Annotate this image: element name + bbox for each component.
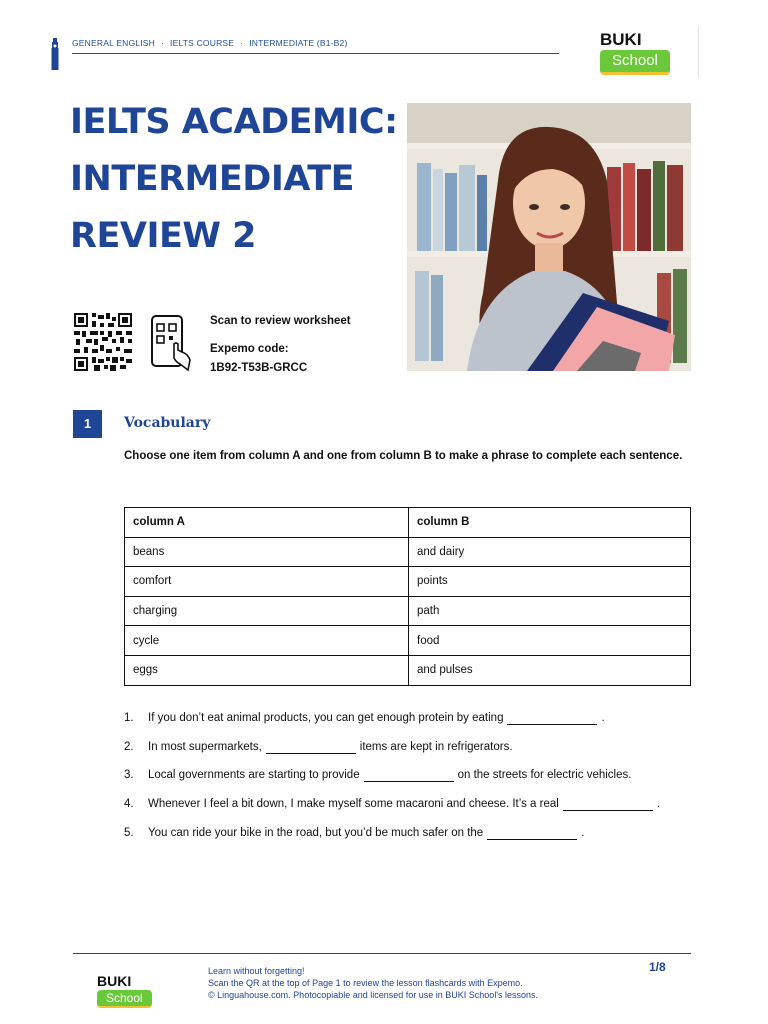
answer-blank[interactable] <box>487 827 577 840</box>
qr-code-icon <box>73 313 133 371</box>
logo-word-buki: BUKI <box>600 30 642 49</box>
sentence-number: 2. <box>124 740 134 753</box>
table-row <box>125 537 691 567</box>
column-header: column B <box>409 508 691 538</box>
logo-word-buki: BUKI <box>97 973 132 989</box>
table-row <box>125 626 691 656</box>
sentence-text-before: Local governments are starting to provide <box>148 769 360 782</box>
list-item <box>124 769 704 798</box>
sentence-number: 4. <box>124 798 134 811</box>
sentence-text-before: You can ride your bike in the road, but you’d be much safer on the <box>148 826 484 839</box>
title-line: INTERMEDIATE <box>70 159 355 199</box>
footer-text <box>208 965 538 1001</box>
sentence-text-after: items are kept in refrigerators. <box>359 740 513 753</box>
table-row <box>125 567 691 597</box>
expemo-code: 1B92-T53B-GRCC <box>210 362 308 374</box>
answer-blank[interactable] <box>364 769 454 782</box>
answer-blank[interactable] <box>563 798 653 811</box>
phone-scan-icon <box>150 314 192 372</box>
header-bar <box>50 34 560 56</box>
page-number: 1/8 <box>649 960 666 974</box>
exercise-sentences <box>124 712 704 855</box>
list-item <box>124 712 704 741</box>
table-header-row <box>125 508 691 538</box>
sentence-number: 5. <box>124 826 134 839</box>
sentence-text-after: . <box>601 712 605 724</box>
table-cell: comfort <box>125 567 409 597</box>
column-header: column A <box>125 508 409 538</box>
buki-school-logo <box>600 30 684 76</box>
footer-instruction: Scan the QR at the top of Page 1 to review the lesson flashcards with Expemo. <box>208 978 523 988</box>
header-divider <box>72 53 559 54</box>
footer-logo <box>97 973 167 1011</box>
table-cell: and dairy <box>409 537 691 567</box>
footer-divider <box>73 953 691 954</box>
table-row <box>125 596 691 626</box>
vocabulary-table <box>124 507 691 686</box>
section-instruction: Choose one item from column A and one from column B to make a phrase to complete each sentence. <box>124 450 683 462</box>
breadcrumb-separator: · <box>161 38 165 48</box>
footer-tagline: Learn without forgetting! <box>208 966 305 976</box>
sentence-number: 1. <box>124 712 134 724</box>
list-item <box>124 827 704 856</box>
table-row <box>125 655 691 685</box>
table-cell: and pulses <box>409 655 691 685</box>
title-line: REVIEW 2 <box>70 216 257 256</box>
expemo-code-label: Expemo code: <box>210 343 289 355</box>
breadcrumb-item: IELTS COURSE <box>170 38 235 48</box>
table-cell: cycle <box>125 626 409 656</box>
scan-info <box>210 312 351 378</box>
table-cell: eggs <box>125 655 409 685</box>
logo-divider <box>698 26 699 78</box>
list-item <box>124 741 704 770</box>
table-cell: points <box>409 567 691 597</box>
answer-blank[interactable] <box>507 712 597 725</box>
table-cell: food <box>409 626 691 656</box>
sentence-text-after: . <box>656 798 660 811</box>
logo-word-school: School <box>97 990 152 1008</box>
sentence-text-after: on the streets for electric vehicles. <box>457 769 632 782</box>
breadcrumb-item: GENERAL ENGLISH <box>72 38 155 48</box>
scan-label: Scan to review worksheet <box>210 315 351 327</box>
section-title: Vocabulary <box>124 415 211 431</box>
sentence-text-before: If you don’t eat animal products, you can get enough protein by eating <box>148 712 504 724</box>
logo-word-school: School <box>600 50 670 75</box>
section-number-badge: 1 <box>73 410 102 438</box>
student-photo <box>407 103 691 371</box>
sentence-number: 3. <box>124 769 134 782</box>
breadcrumb-separator: · <box>240 38 244 48</box>
answer-blank[interactable] <box>266 741 356 754</box>
title-line: IELTS ACADEMIC: <box>70 102 398 142</box>
sentence-text-before: Whenever I feel a bit down, I make myself some macaroni and cheese. It’s a real <box>148 798 559 811</box>
breadcrumb <box>72 38 347 48</box>
table-cell: charging <box>125 596 409 626</box>
list-item <box>124 798 704 827</box>
page-title <box>70 94 400 265</box>
sentence-text-after: . <box>581 826 585 839</box>
footer-copyright: © Linguahouse.com. Photocopiable and licensed for use in BUKI School's lessons. <box>208 990 539 1000</box>
big-ben-icon <box>50 38 60 70</box>
table-cell: beans <box>125 537 409 567</box>
breadcrumb-item: INTERMEDIATE (B1-B2) <box>249 38 348 48</box>
sentence-text-before: In most supermarkets, <box>148 740 262 753</box>
table-cell: path <box>409 596 691 626</box>
